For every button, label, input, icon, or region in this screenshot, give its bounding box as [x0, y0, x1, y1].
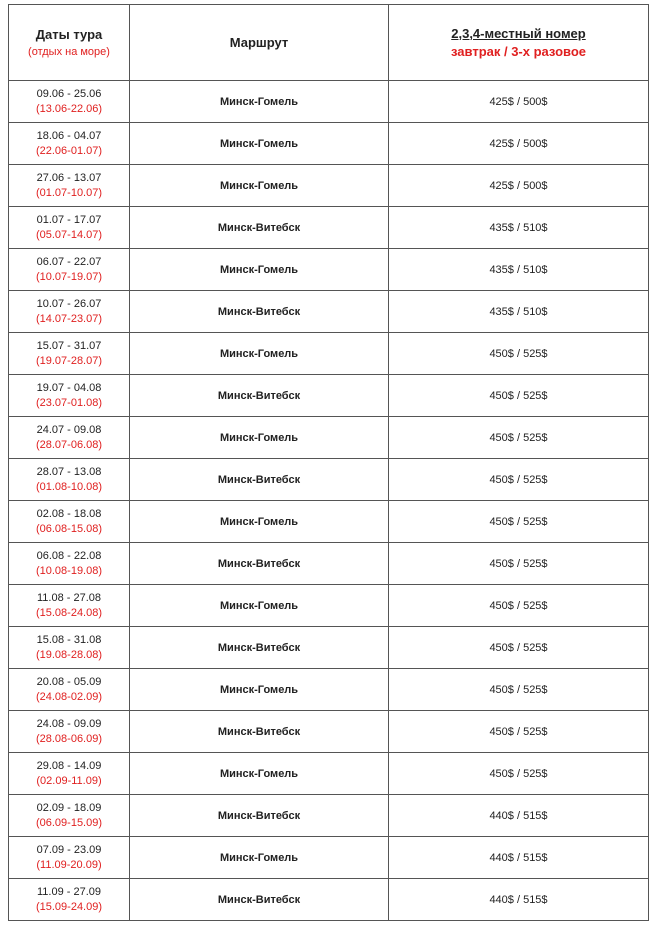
route-cell: Минск-Гомель — [130, 81, 389, 123]
route-cell: Минск-Гомель — [130, 837, 389, 879]
price-cell: 450$ / 525$ — [389, 333, 649, 375]
table-row — [9, 291, 649, 333]
sea-dates: (13.06-22.06) — [35, 102, 103, 115]
price-cell: 450$ / 525$ — [389, 459, 649, 501]
route-cell: Минск-Витебск — [130, 207, 389, 249]
sea-dates: (28.07-06.08) — [35, 438, 103, 451]
price-cell: 425$ / 500$ — [389, 165, 649, 207]
tour-dates-cell — [9, 165, 130, 207]
table-body — [9, 81, 649, 921]
price-cell: 450$ / 525$ — [389, 501, 649, 543]
table-row — [9, 585, 649, 627]
table-row — [9, 627, 649, 669]
table-row — [9, 123, 649, 165]
tour-dates-cell — [9, 669, 130, 711]
price-cell: 435$ / 510$ — [389, 291, 649, 333]
route-cell: Минск-Гомель — [130, 585, 389, 627]
price-cell: 435$ / 510$ — [389, 207, 649, 249]
route-cell: Минск-Гомель — [130, 249, 389, 291]
sea-dates: (10.07-19.07) — [35, 270, 103, 283]
price-cell: 450$ / 525$ — [389, 753, 649, 795]
sea-dates: (01.08-10.08) — [35, 480, 103, 493]
price-cell: 440$ / 515$ — [389, 795, 649, 837]
route-cell: Минск-Витебск — [130, 291, 389, 333]
tour-dates-cell — [9, 81, 130, 123]
price-cell: 450$ / 525$ — [389, 585, 649, 627]
route-cell: Минск-Витебск — [130, 795, 389, 837]
table-row — [9, 753, 649, 795]
header-dates — [9, 5, 130, 81]
price-cell: 450$ / 525$ — [389, 543, 649, 585]
tour-dates: 18.06 - 04.07 — [36, 129, 102, 142]
tour-dates: 29.08 - 14.09 — [36, 759, 102, 772]
sea-dates: (15.09-24.09) — [35, 900, 103, 913]
tour-dates-cell — [9, 501, 130, 543]
table-header-row — [9, 5, 649, 81]
tour-dates-cell — [9, 711, 130, 753]
room-title: 2,3,4-местный номер — [451, 25, 586, 41]
price-cell: 450$ / 525$ — [389, 627, 649, 669]
price-cell: 440$ / 515$ — [389, 837, 649, 879]
tour-dates: 15.07 - 31.07 — [36, 339, 102, 352]
price-cell: 425$ / 500$ — [389, 123, 649, 165]
tour-dates-cell — [9, 459, 130, 501]
tour-dates-cell — [9, 249, 130, 291]
tour-dates-cell — [9, 837, 130, 879]
sea-dates: (15.08-24.08) — [35, 606, 103, 619]
tour-dates-cell — [9, 753, 130, 795]
header-route — [130, 5, 389, 81]
tour-dates: 02.08 - 18.08 — [36, 507, 102, 520]
table-row — [9, 711, 649, 753]
route-title: Маршрут — [229, 34, 289, 50]
tour-dates: 15.08 - 31.08 — [36, 633, 102, 646]
table-row — [9, 207, 649, 249]
sea-dates: (11.09-20.09) — [36, 858, 102, 871]
price-cell: 440$ / 515$ — [389, 879, 649, 921]
tour-dates-cell — [9, 207, 130, 249]
tour-dates: 06.08 - 22.08 — [36, 549, 102, 562]
price-cell: 450$ / 525$ — [389, 417, 649, 459]
route-cell: Минск-Гомель — [130, 417, 389, 459]
table-row — [9, 459, 649, 501]
sea-dates: (19.07-28.07) — [35, 354, 103, 367]
table-row — [9, 417, 649, 459]
sea-dates: (01.07-10.07) — [35, 186, 103, 199]
price-cell: 435$ / 510$ — [389, 249, 649, 291]
sea-dates: (19.08-28.08) — [35, 648, 103, 661]
table-row — [9, 879, 649, 921]
route-cell: Минск-Гомель — [130, 753, 389, 795]
tour-dates-cell — [9, 417, 130, 459]
tour-dates-cell — [9, 627, 130, 669]
tour-dates: 19.07 - 04.08 — [36, 381, 102, 394]
tour-dates: 24.08 - 09.09 — [36, 717, 102, 730]
tour-dates-cell — [9, 879, 130, 921]
tour-dates-cell — [9, 333, 130, 375]
tour-dates-cell — [9, 543, 130, 585]
route-cell: Минск-Витебск — [130, 711, 389, 753]
dates-title: Даты тура — [35, 26, 103, 42]
table-row — [9, 543, 649, 585]
sea-dates: (10.08-19.08) — [35, 564, 103, 577]
route-cell: Минск-Гомель — [130, 333, 389, 375]
table-row — [9, 501, 649, 543]
tour-dates-cell — [9, 123, 130, 165]
tour-dates: 09.06 - 25.06 — [36, 87, 102, 100]
route-cell: Минск-Витебск — [130, 627, 389, 669]
sea-dates: (23.07-01.08) — [35, 396, 103, 409]
route-cell: Минск-Витебск — [130, 375, 389, 417]
tour-dates: 07.09 - 23.09 — [36, 843, 102, 856]
table-row — [9, 837, 649, 879]
header-price — [389, 5, 649, 81]
price-cell: 450$ / 525$ — [389, 711, 649, 753]
route-cell: Минск-Гомель — [130, 669, 389, 711]
tour-dates: 20.08 - 05.09 — [36, 675, 102, 688]
tour-dates: 06.07 - 22.07 — [36, 255, 102, 268]
tour-dates: 02.09 - 18.09 — [36, 801, 102, 814]
table-row — [9, 669, 649, 711]
table-row — [9, 795, 649, 837]
table-row — [9, 249, 649, 291]
route-cell: Минск-Витебск — [130, 543, 389, 585]
sea-dates: (24.08-02.09) — [35, 690, 103, 703]
route-cell: Минск-Витебск — [130, 459, 389, 501]
meal-title: завтрак / 3-х разовое — [450, 43, 587, 59]
tour-dates: 28.07 - 13.08 — [36, 465, 102, 478]
table-row — [9, 81, 649, 123]
sea-dates: (28.08-06.09) — [35, 732, 103, 745]
route-cell: Минск-Гомель — [130, 501, 389, 543]
table-row — [9, 165, 649, 207]
price-cell: 450$ / 525$ — [389, 375, 649, 417]
route-cell: Минск-Витебск — [130, 879, 389, 921]
tour-dates: 10.07 - 26.07 — [36, 297, 102, 310]
sea-dates: (02.09-11.09) — [36, 774, 102, 787]
tour-dates-cell — [9, 375, 130, 417]
sea-dates: (14.07-23.07) — [35, 312, 103, 325]
tour-dates: 11.09 - 27.09 — [36, 885, 101, 898]
dates-subtitle: (отдых на море) — [28, 45, 110, 58]
route-cell: Минск-Гомель — [130, 123, 389, 165]
price-cell: 425$ / 500$ — [389, 81, 649, 123]
tour-dates: 27.06 - 13.07 — [36, 171, 102, 184]
tour-price-table — [8, 4, 649, 921]
sea-dates: (05.07-14.07) — [35, 228, 103, 241]
price-cell: 450$ / 525$ — [389, 669, 649, 711]
sea-dates: (06.09-15.09) — [35, 816, 103, 829]
table-row — [9, 333, 649, 375]
route-cell: Минск-Гомель — [130, 165, 389, 207]
tour-dates: 01.07 - 17.07 — [36, 213, 102, 226]
sea-dates: (22.06-01.07) — [35, 144, 103, 157]
tour-dates-cell — [9, 291, 130, 333]
table-row — [9, 375, 649, 417]
tour-dates-cell — [9, 795, 130, 837]
tour-dates-cell — [9, 585, 130, 627]
sea-dates: (06.08-15.08) — [35, 522, 103, 535]
tour-dates: 24.07 - 09.08 — [36, 423, 102, 436]
tour-dates: 11.08 - 27.08 — [36, 591, 101, 604]
